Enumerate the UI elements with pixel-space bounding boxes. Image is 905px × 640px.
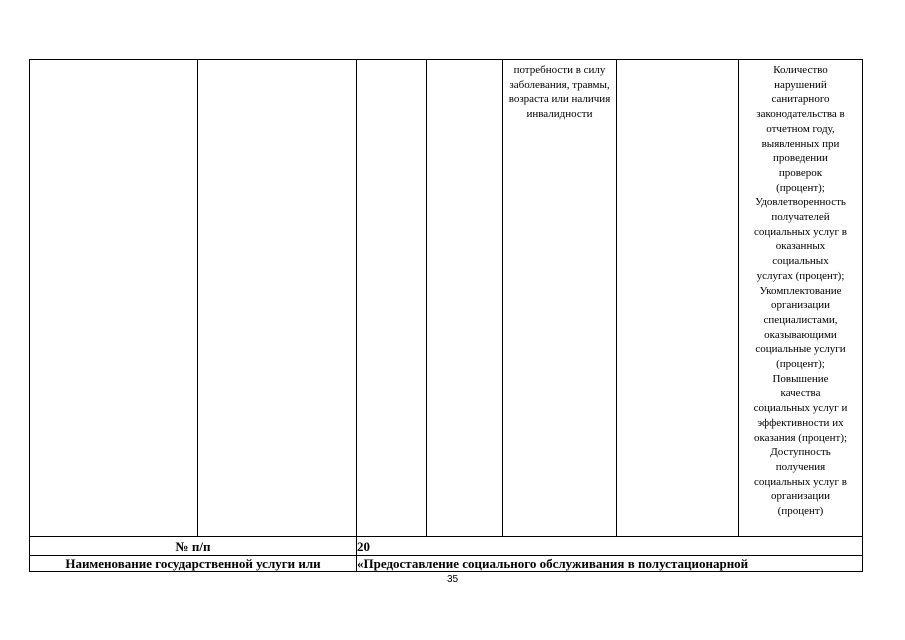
quality-indicators-text (739, 60, 862, 519)
indicator-line: Доступность (770, 446, 831, 459)
indicator-line: специалистами, (763, 313, 838, 326)
indicator-line: организации (770, 299, 831, 312)
indicator-line: (процент); (776, 358, 825, 371)
indicator-line: нарушений (774, 78, 827, 91)
row-number-value: 20 (357, 537, 863, 556)
table-row (30, 537, 863, 556)
indicator-line: Повышение (772, 372, 829, 385)
indicator-line: организации (770, 490, 831, 503)
recipients-text: потребности в силу заболевания, травмы, возраста или наличия инвалидности (508, 64, 611, 121)
indicator-line: оказания (процент); (753, 431, 848, 444)
indicator-line: законодательства в (756, 108, 845, 121)
indicator-line: проверок (778, 166, 823, 179)
indicator-line: проведении (773, 152, 828, 165)
table-cell-empty (198, 60, 357, 537)
table-row (30, 60, 863, 537)
indicator-line: Укомплектование (759, 284, 842, 297)
table-row (30, 556, 863, 572)
indicator-line: социальных (772, 255, 829, 268)
services-table (29, 59, 863, 572)
indicator-line: Удовлетворенность (755, 196, 846, 209)
table-cell-indicators (739, 60, 863, 537)
indicator-line: (процент) (777, 505, 824, 518)
indicator-line: выявленных при (761, 137, 840, 150)
indicator-line: социальных услуг и (753, 402, 848, 415)
service-name-value: «Предоставление социального обслуживания в полустационарной (357, 556, 863, 572)
indicator-line: оказанных (775, 240, 826, 253)
indicator-line: качества (780, 387, 821, 400)
service-name-label: Наименование государственной услуги или (30, 556, 357, 572)
table-cell-empty (617, 60, 739, 537)
indicator-line: получения (775, 460, 826, 473)
indicator-line: оказывающими (764, 328, 837, 341)
page-number: 35 (446, 574, 459, 585)
indicator-line: санитарного (771, 93, 830, 106)
table-cell-recipients (503, 60, 617, 537)
table-cell-empty (30, 60, 198, 537)
row-number-label: № п/п (30, 537, 357, 556)
indicator-line: получателей (771, 211, 830, 224)
indicator-line: услугах (процент); (756, 269, 845, 282)
table-cell-empty (357, 60, 427, 537)
table-cell-empty (427, 60, 503, 537)
indicator-line: социальных услуг в (754, 225, 847, 238)
indicator-line: Количество (773, 64, 828, 76)
indicator-line: социальных услуг в (754, 475, 847, 488)
indicator-line: социальные услуги (755, 343, 846, 356)
indicator-line: отчетном году, (766, 122, 835, 135)
indicator-line: эффективности их (757, 416, 844, 429)
indicator-line: (процент); (776, 181, 825, 194)
